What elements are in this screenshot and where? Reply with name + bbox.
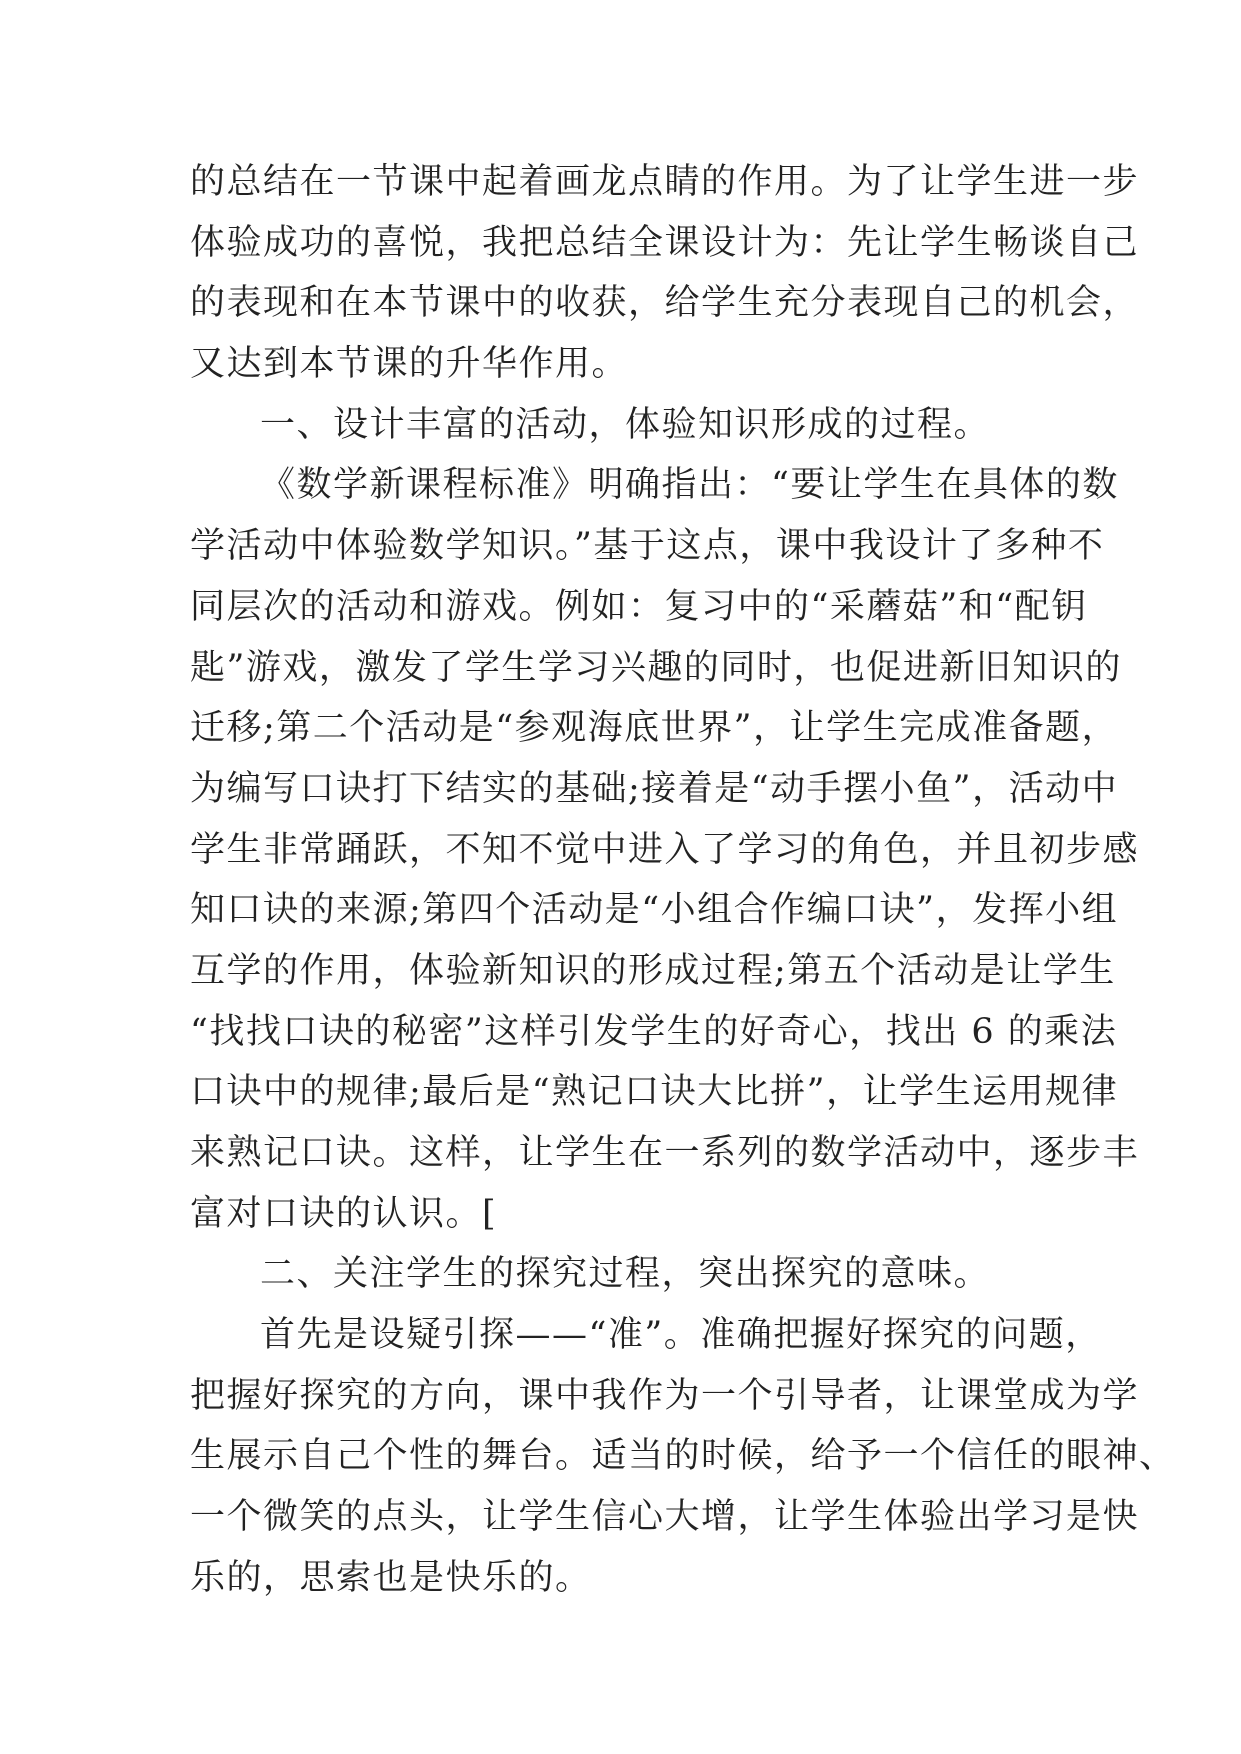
body-text (190, 152, 1176, 1609)
text-line: “找找口诀的秘密”这样引发学生的好奇心，找出 6 的乘法 (190, 1011, 1118, 1052)
text-line: 来熟记口诀。这样，让学生在一系列的数学活动中，逐步丰 (190, 1133, 1140, 1173)
text-line: 的总结在一节课中起着画龙点睛的作用。为了让学生进一步 (190, 162, 1140, 202)
text-line: 首先是设疑引探——“准”。准确把握好探究的问题， (260, 1315, 1102, 1356)
text-line: 一个微笑的点头，让学生信心大增，让学生体验出学习是快 (190, 1497, 1140, 1538)
text-line: 同层次的活动和游戏。例如：复习中的“采蘑菇”和“配钥 (190, 586, 1088, 627)
text-line: 一、设计丰富的活动，体验知识形成的过程。 (260, 404, 991, 445)
text-line: 富对口诀的认识。[ (190, 1193, 498, 1234)
text-line: 二、关注学生的探究过程，突出探究的意味。 (260, 1254, 991, 1295)
text-line: 匙”游戏，激发了学生学习兴趣的同时，也促进新旧知识的 (190, 647, 1122, 688)
text-line: 学活动中体验数学知识。”基于这点，课中我设计了多种不 (190, 526, 1105, 567)
text-line: 口诀中的规律;最后是“熟记口诀大比拼”，让学生运用规律 (190, 1072, 1119, 1113)
text-line: 把握好探究的方向，课中我作为一个引导者，让课堂成为学 (190, 1375, 1140, 1416)
text-line: 知口诀的来源;第四个活动是“小组合作编口诀”，发挥小组 (190, 890, 1119, 931)
text-line: 互学的作用，体验新知识的形成过程;第五个活动是让学生 (190, 950, 1116, 991)
text-line: 迁移;第二个活动是“参观海底世界”，让学生完成准备题， (190, 708, 1119, 749)
text-line: 学生非常踊跃，不知不觉中进入了学习的角色，并且初步感 (190, 829, 1140, 870)
text-line: 为编写口诀打下结实的基础;接着是“动手摆小鱼”，活动中 (190, 768, 1119, 809)
text-line: 《数学新课程标准》明确指出：“要让学生在具体的数 (260, 465, 1119, 506)
text-line: 乐的，思索也是快乐的。 (190, 1557, 592, 1598)
text-line: 生展示自己个性的舞台。适当的时候，给予一个信任的眼神、 (190, 1436, 1176, 1477)
text-line: 又达到本节课的升华作用。 (190, 344, 629, 385)
text-line: 的表现和在本节课中的收获，给学生充分表现自己的机会， (190, 283, 1140, 324)
text-line: 体验成功的喜悦，我把总结全课设计为：先让学生畅谈自己 (190, 222, 1140, 263)
